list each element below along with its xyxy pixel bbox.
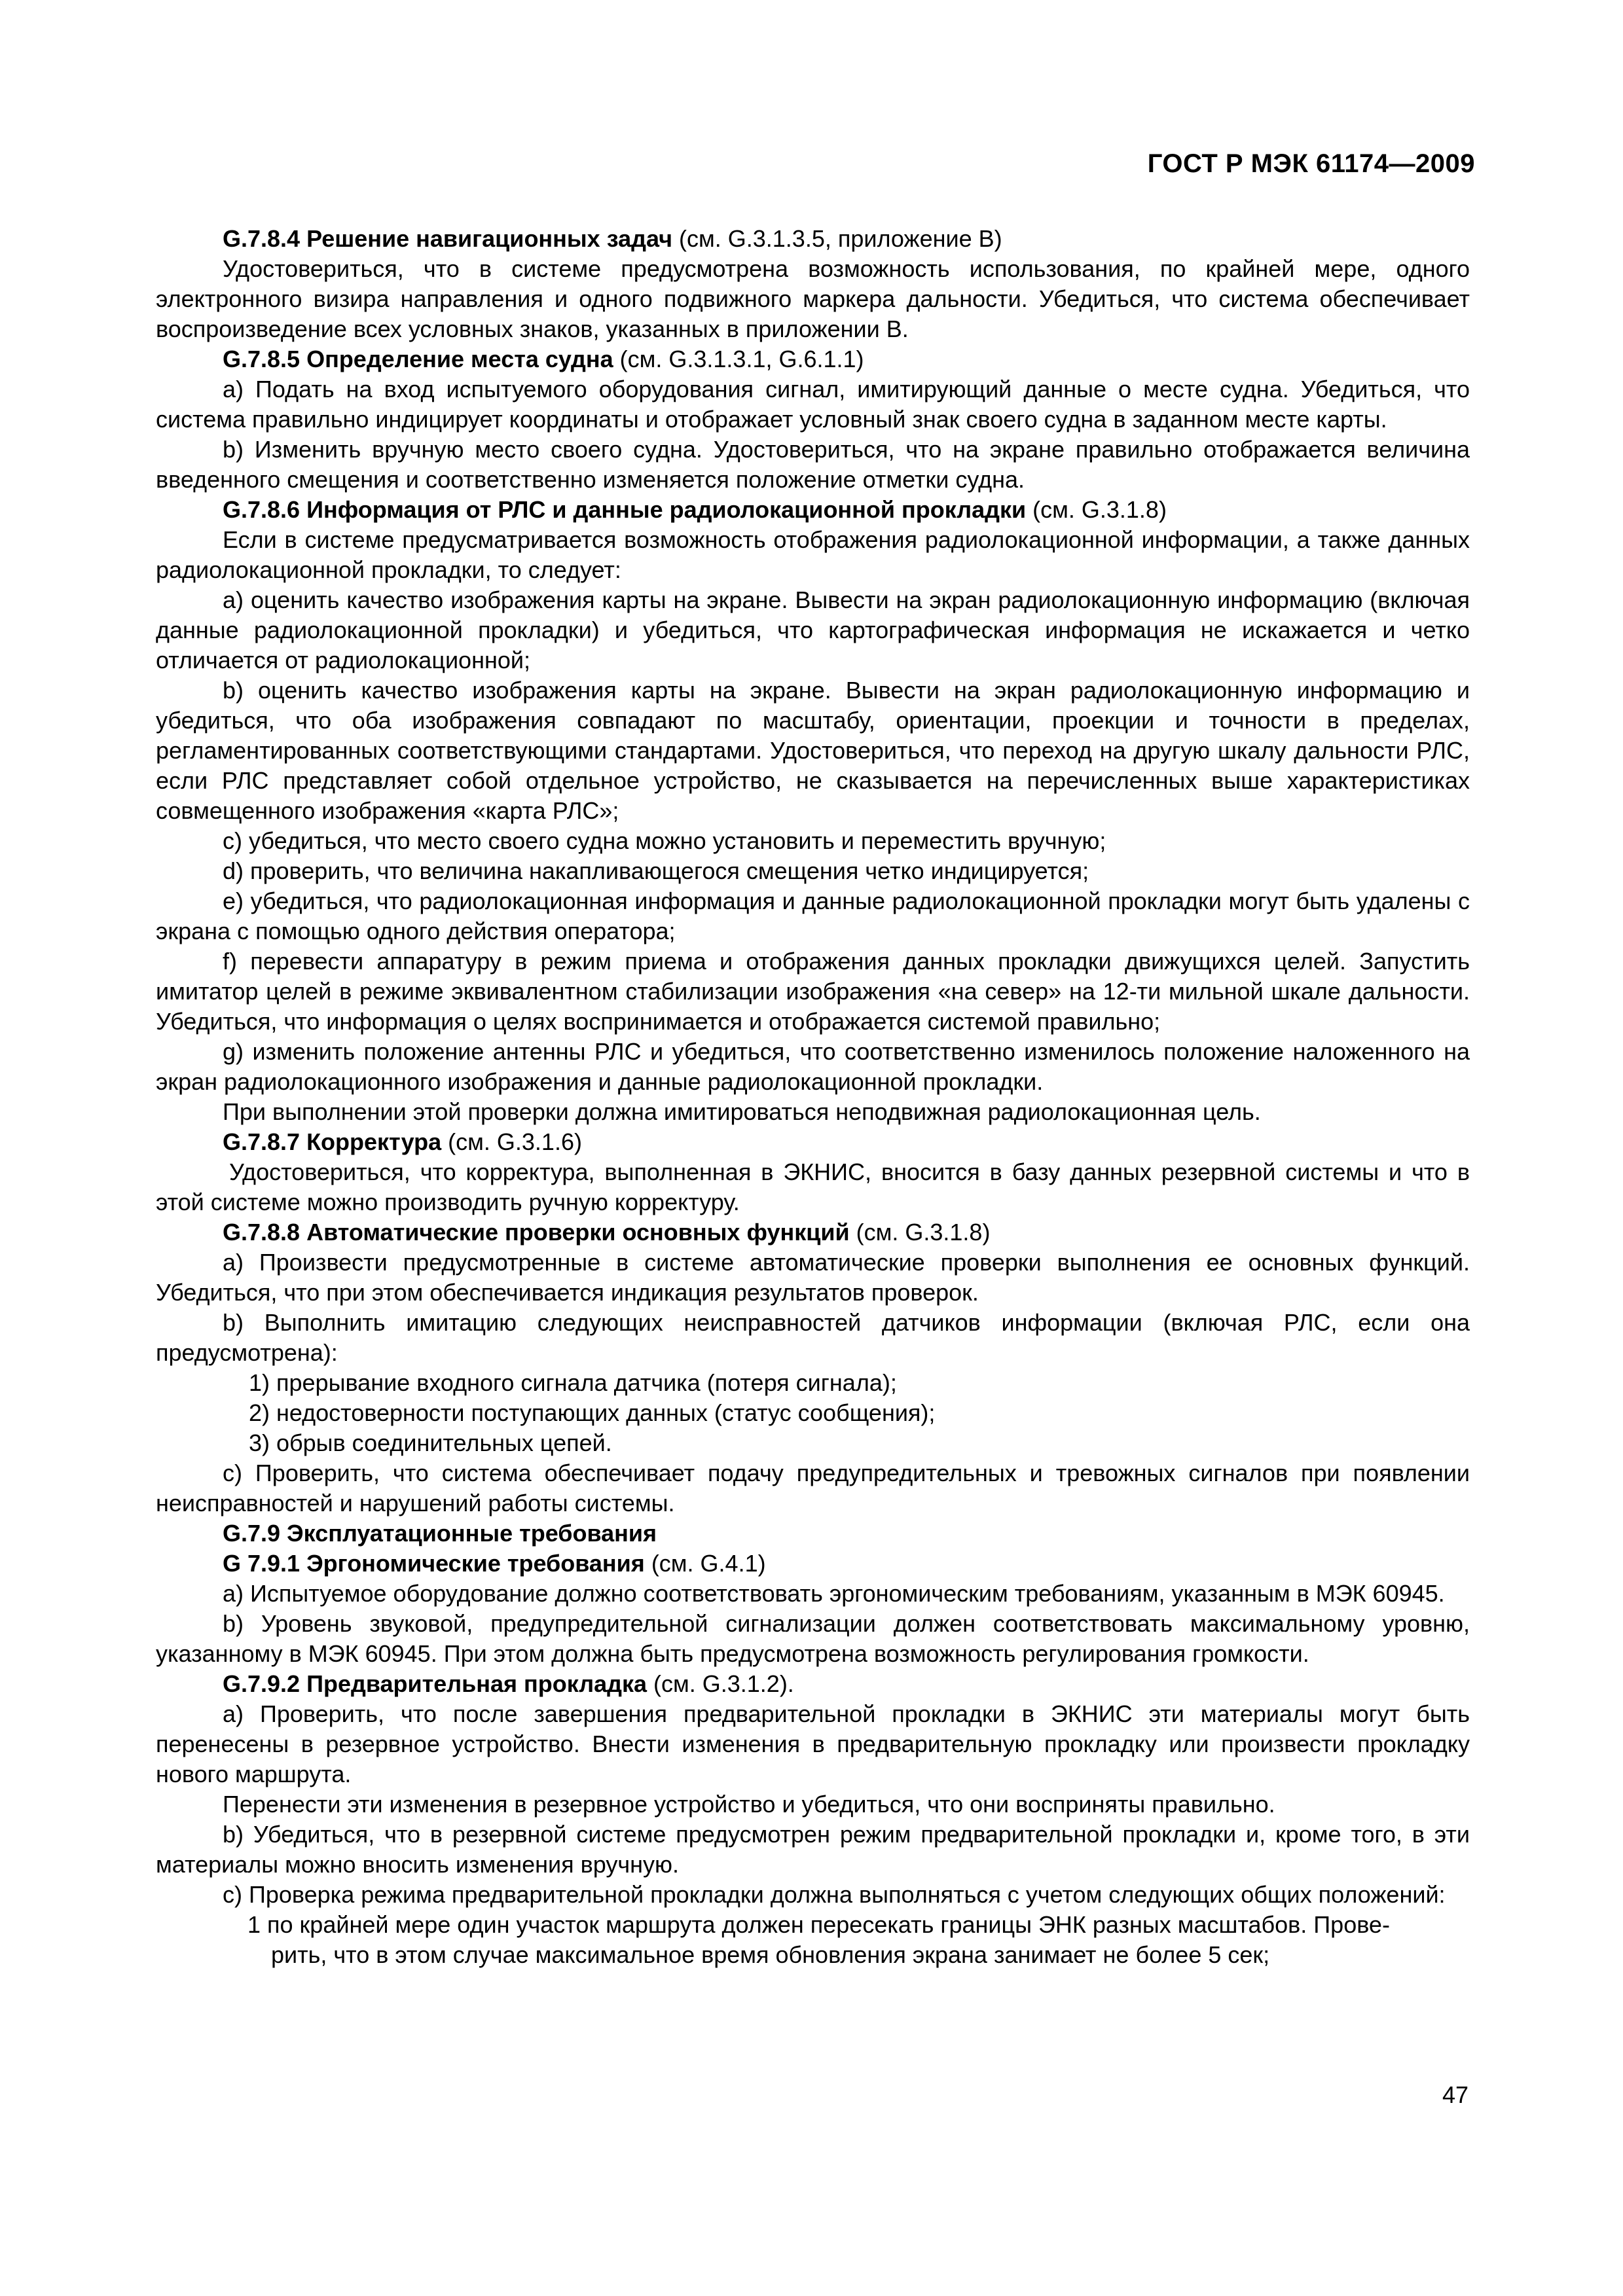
section-heading-text: G.7.8.7 Корректура <box>223 1128 442 1155</box>
hanging-list-item <box>247 1910 1470 1970</box>
numbered-list-item: 3) обрыв соединительных цепей. <box>249 1429 612 1456</box>
section-heading-g788 <box>156 1217 1470 1247</box>
paragraph: а) оценить качество изображения карты на экране. Вывести на экран радиолокационную информацию (включая данные радиолокационной прокладки) и убедиться, что картографическая информация не искажается и четко отличается от радиолокационной; <box>156 586 1470 673</box>
numbered-list-item: 2) недостоверности поступающих данных (статус сообщения); <box>249 1399 936 1426</box>
section-reference: (см. G.3.1.2). <box>647 1670 794 1697</box>
document-header-title: ГОСТ Р МЭК 61174—2009 <box>1147 149 1475 178</box>
paragraph: g) изменить положение антенны РЛС и убедиться, что соответственно изменилось положение наложенного на экран радиолокационного изображения и данные радиолокационной прокладки. <box>156 1038 1470 1095</box>
section-heading-g792 <box>156 1669 1470 1699</box>
paragraph: Перенести эти изменения в резервное устройство и убедиться, что они восприняты правильно. <box>223 1791 1275 1818</box>
paragraph: Удостовериться, что корректура, выполненная в ЭКНИС, вносится в базу данных резервной системы и что в этой системе можно производить ручную корректуру. <box>156 1158 1470 1215</box>
section-reference: (см. G.3.1.3.5, приложение B) <box>672 225 1002 252</box>
section-reference: (см. G.4.1) <box>644 1550 766 1577</box>
paragraph: а) Испытуемое оборудование должно соответствовать эргономическим требованиям, указанным в МЭК 60945. <box>223 1580 1445 1607</box>
section-heading-g785 <box>156 344 1470 374</box>
document-body <box>156 224 1470 1970</box>
section-reference: (см. G.3.1.8) <box>1026 496 1167 523</box>
paragraph: c) Проверка режима предварительной прокладки должна выполняться с учетом следующих общих положений: <box>223 1881 1446 1908</box>
paragraph: f) перевести аппаратуру в режим приема и отображения данных прокладки движущихся целей. Запустить имитатор целей в режиме эквивалентном стабилизации изображения «на север» на 12-ти мильной шкале дальности. Убедиться, что информация о целях воспринимается и отображается системой правильно; <box>156 948 1470 1035</box>
paragraph: c) Проверить, что система обеспечивает подачу предупредительных и тревожных сигналов при появлении неисправностей и нарушений работы системы. <box>156 1460 1470 1516</box>
section-heading-text: G.7.8.6 Информация от РЛС и данные радиолокационной прокладки <box>223 496 1027 523</box>
section-heading-text: G.7.8.4 Решение навигационных задач <box>223 225 673 252</box>
paragraph: а) Проверить, что после завершения предварительной прокладки в ЭКНИС эти материалы могут быть перенесены в резервное устройство. Внести изменения в предварительную прокладку или произвести прокладку нового маршрута. <box>156 1700 1470 1787</box>
section-reference: (см. G.3.1.6) <box>441 1128 582 1155</box>
section-heading-g787 <box>156 1127 1470 1157</box>
paragraph: b) Убедиться, что в резервной системе предусмотрен режим предварительной прокладки и, кроме того, в эти материалы можно вносить изменения вручную. <box>156 1821 1470 1878</box>
paragraph: c) убедиться, что место своего судна можно установить и переместить вручную; <box>223 827 1106 854</box>
section-heading-text: G.7.8.8 Автоматические проверки основных функций <box>223 1219 850 1246</box>
section-heading-g786 <box>156 495 1470 525</box>
paragraph: b) оценить качество изображения карты на экране. Вывести на экран радиолокационную информацию и убедиться, что оба изображения совпадают по масштабу, ориентации, проекции и точности в пределах, регламентированных соответствующими стандартами. Удостовериться, что переход на другую шкалу дальности РЛС, если РЛС представляет собой отдельное устройство, не сказывается на перечисленных выше характеристиках совмещенного изображения «карта РЛС»; <box>156 677 1470 824</box>
paragraph: d) проверить, что величина накапливающегося смещения четко индицируется; <box>223 857 1089 884</box>
paragraph: а) Подать на вход испытуемого оборудования сигнал, имитирующий данные о месте судна. Убедиться, что система правильно индицирует координаты и отображает условный знак своего судна в заданном месте карты. <box>156 376 1470 433</box>
paragraph: Если в системе предусматривается возможность отображения радиолокационной информации, а также данных радиолокационной прокладки, то следует: <box>156 526 1470 583</box>
paragraph: При выполнении этой проверки должна имитироваться неподвижная радиолокационная цель. <box>223 1098 1261 1125</box>
hanging-list-line: 1 по крайней мере один участок маршрута должен пересекать границы ЭНК разных масштабов. Прове- <box>247 1911 1390 1938</box>
hanging-list-line: рить, что в этом случае максимальное время обновления экрана занимает не более 5 сек; <box>271 1941 1270 1968</box>
section-heading-g79 <box>156 1518 1470 1549</box>
section-heading-text: G 7.9.1 Эргономические требования <box>223 1550 645 1577</box>
section-heading-text: G.7.9.2 Предварительная прокладка <box>223 1670 647 1697</box>
paragraph: e) убедиться, что радиолокационная информация и данные радиолокационной прокладки могут быть удалены с экрана с помощью одного действия оператора; <box>156 888 1470 944</box>
page-number: 47 <box>1442 2081 1468 2108</box>
section-heading-text: G.7.9 Эксплуатационные требования <box>223 1520 657 1547</box>
paragraph: Удостовериться, что в системе предусмотрена возможность использования, по крайней мере, одного электронного визира направления и одного подвижного маркера дальности. Убедиться, что система обеспечивает воспроизведение всех условных знаков, указанных в приложении B. <box>156 255 1470 342</box>
section-heading-g784 <box>156 224 1470 254</box>
numbered-list-item: 1) прерывание входного сигнала датчика (потеря сигнала); <box>249 1369 897 1396</box>
section-reference: (см. G.3.1.3.1, G.6.1.1) <box>613 346 864 372</box>
paragraph: а) Произвести предусмотренные в системе автоматические проверки выполнения ее основных функций. Убедиться, что при этом обеспечивается индикация результатов проверок. <box>156 1249 1470 1306</box>
section-heading-g791 <box>156 1549 1470 1579</box>
paragraph: b) Выполнить имитацию следующих неисправностей датчиков информации (включая РЛС, если она предусмотрена): <box>156 1309 1470 1366</box>
section-reference: (см. G.3.1.8) <box>849 1219 991 1246</box>
paragraph: b) Уровень звуковой, предупредительной сигнализации должен соответствовать максимальному уровню, указанному в МЭК 60945. При этом должна быть предусмотрена возможность регулирования громкости. <box>156 1610 1470 1667</box>
section-heading-text: G.7.8.5 Определение места судна <box>223 346 613 372</box>
paragraph: b) Изменить вручную место своего судна. Удостовериться, что на экране правильно отображается величина введенного смещения и соответственно изменяется положение отметки судна. <box>156 436 1470 493</box>
